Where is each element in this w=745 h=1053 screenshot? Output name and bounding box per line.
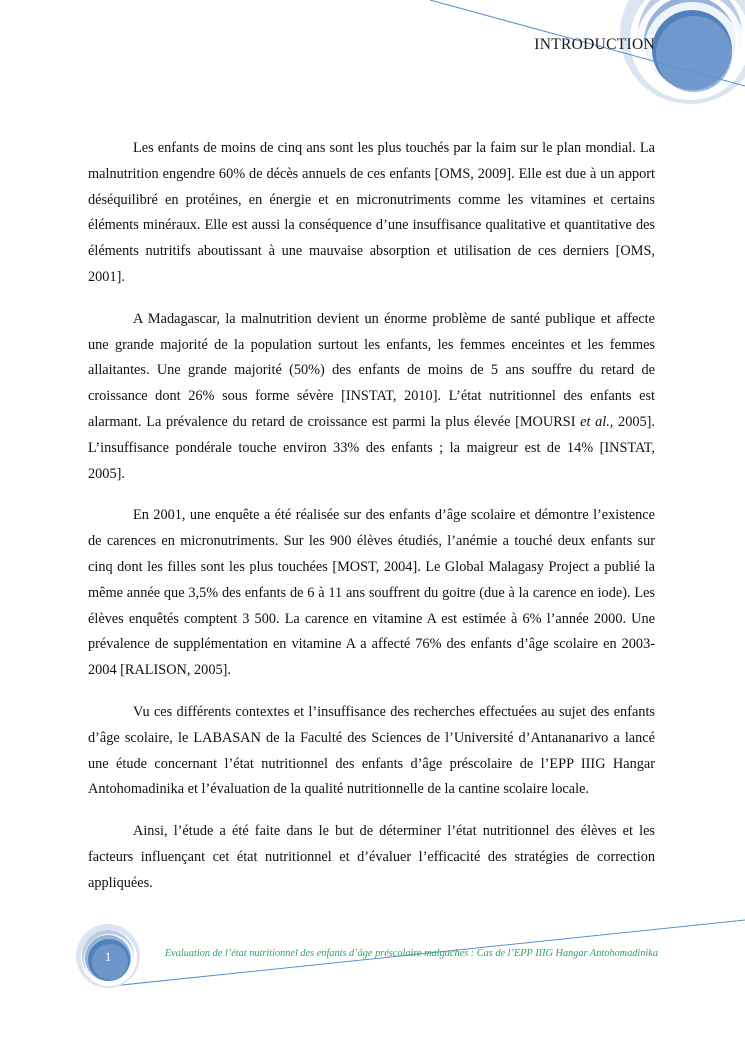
paragraph-1-text: Les enfants de moins de cinq ans sont les plus touchés par la faim sur le plan mondial. La malnutrition engendre 60% de décès annuels de ces enfants [OMS, 2009]. Elle est due à un apport déséquilibré en protéines, en énergie et en micronutriments comme les vitamines et certains éléments minéraux. Elle est aussi la conséquence d’une insuffisance qualitative et quantitative des éléments nutritifs aboutissant à une mauvaise absorption et utilisation de ces derniers [OMS, 2001].	[88, 140, 655, 285]
paragraph-2-italic-et-al: et al.,	[580, 413, 614, 430]
page-number: 1	[104, 950, 112, 964]
paragraph-1	[88, 136, 655, 291]
header-title: INTRODUCTION	[534, 36, 655, 53]
paragraph-2-text-a: A Madagascar, la malnutrition devient un énorme problème de santé publique et affecte une grande majorité de la population surtout les enfants, les femmes enceintes et les femmes allaitantes. Une grande majorité (50%) des enfants de moins de 5 ans souffre du retard de croissance dont 26% sous forme sévère [INSTAT, 2010]. L’état nutritionnel des enfants est alarmant. La prévalence du retard de croissance est parmi la plus élevée [MOURSI	[88, 310, 655, 430]
paragraph-5	[88, 819, 655, 896]
paragraph-3-text: En 2001, une enquête a été réalisée sur des enfants d’âge scolaire et démontre l’existence de carences en micronutriments. Sur les 900 élèves étudiés, l’anémie a touché deux enfants sur cinq dont les filles sont les plus touchées [MOST, 2004]. Le Global Malagasy Project a publié la même année que 3,5% des enfants de 6 à 11 ans souffrent du goitre (due à la carence en iode). Les élèves enquêtés comptent 3 500. La carence en vitamine A est estimée à 6% l’année 2000. Une prévalence de supplémentation en vitamine A a affecté 76% des enfants d’âge scolaire en 2003-2004 [RALISON, 2005].	[88, 507, 655, 679]
paragraph-3	[88, 503, 655, 684]
paragraph-4	[88, 700, 655, 803]
paragraph-5-text: Ainsi, l’étude a été faite dans le but de déterminer l’état nutritionnel des élèves et les facteurs influençant cet état nutritionnel et d’évaluer l’efficacité des stratégies de correction appliquées.	[88, 823, 655, 891]
paragraph-2-text-b: 2005]. L’insuffisance pondérale touche environ 33% des enfants ; la maigreur est de 14% [INSTAT, 2005].	[88, 413, 655, 482]
footer-running-title: Evaluation de l’état nutritionnel des enfants d’âge préscolaire malgaches : Cas de l’EPP IIIG Hangar Antohomadinika	[164, 948, 658, 959]
paragraph-2	[88, 307, 655, 488]
paragraph-4-text: Vu ces différents contextes et l’insuffisance des recherches effectuées au sujet des enfants d’âge scolaire, le LABASAN de la Faculté des Sciences de l’Université d’Antananarivo a lancé une étude concernant l’état nutritionnel des enfants d’âge préscolaire de l’EPP IIIG Hangar Antohomadinika et l’évaluation de la qualité nutritionnelle de la cantine scolaire locale.	[88, 703, 655, 798]
body-text	[88, 136, 655, 913]
